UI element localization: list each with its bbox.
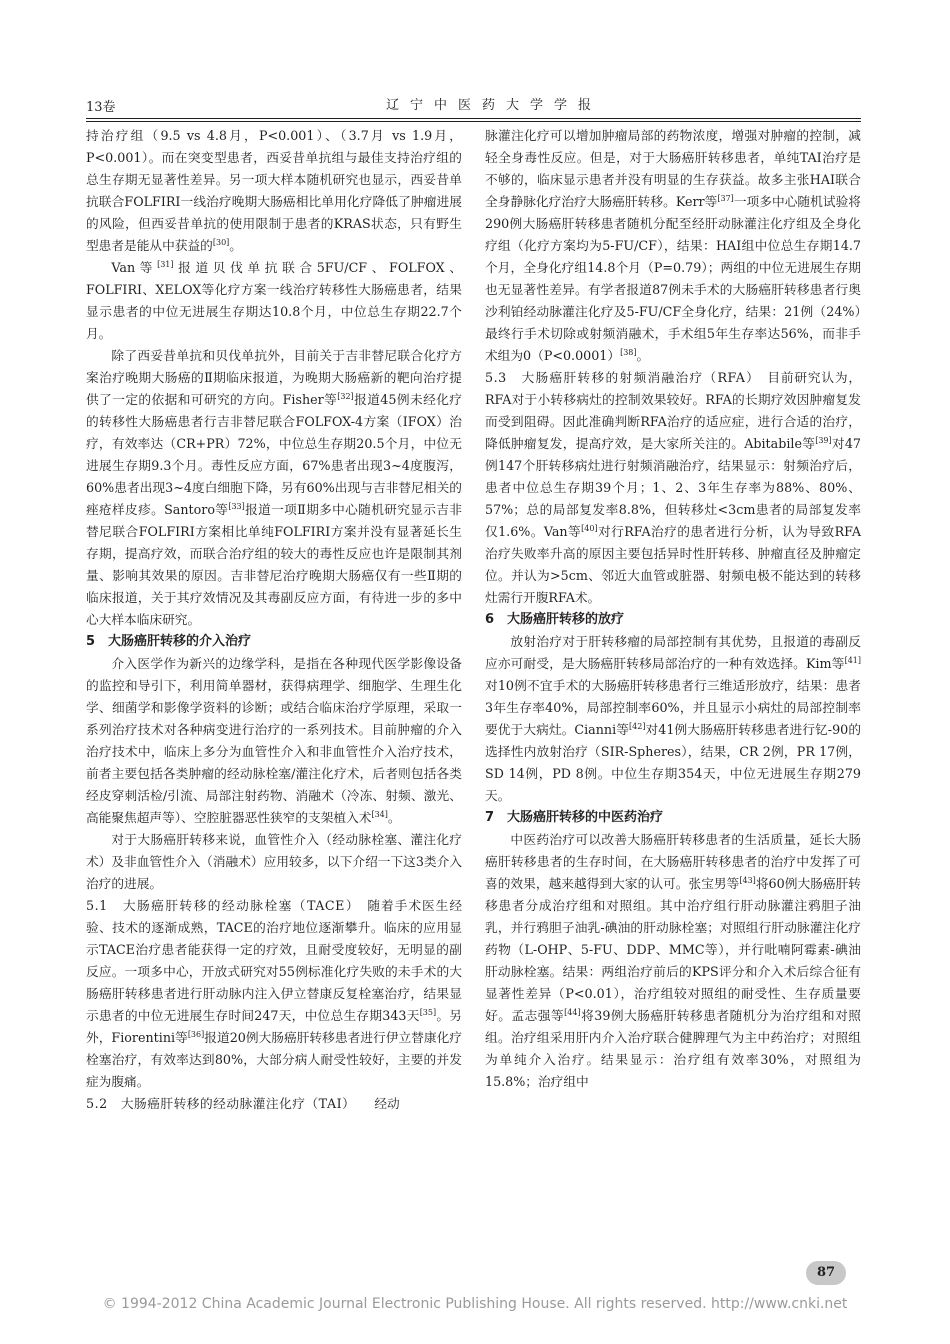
- text-run: 随着手术医生经验、技术的逐渐成熟，TACE的治疗地位逐渐攀升。临床的应用显示TACE治疗患者能获得一定的疗效，且耐受度较好，无明显的副反应。一项多中心，开放式研究对55例标准化疗失败的未手术的大肠癌肝转移患者进行肝动脉内注入伊立替康反复栓塞治疗，结果显示患者的中位无进展生存时间247天，中位总生存期343天: [86, 898, 463, 1023]
- text-run: 目前研究认为，RFA对于小转移病灶的控制效果较好。RFA的长期疗效因肿瘤复发而受到阻碍。因此准确判断RFA治疗的适应症，进行合适的治疗，降低肿瘤复发，提高疗效，是大家所关注的。Abitabile等: [485, 370, 862, 451]
- paragraph: [485, 367, 861, 609]
- text-run: 除了西妥昔单抗和贝伐单抗外，目前关于吉非替尼联合化疗方案治疗晚期大肠癌的Ⅱ期临床报道，为晚期大肠癌新的靶向治疗提供了一定的依据和可研究的方向。Fisher等: [86, 348, 462, 407]
- citation[interactable]: [32]: [337, 391, 354, 401]
- citation[interactable]: [34]: [371, 809, 388, 819]
- paragraph: [86, 829, 462, 895]
- citation[interactable]: [31]: [157, 259, 174, 269]
- text-run: 。: [229, 238, 242, 253]
- paragraph: [86, 895, 462, 1093]
- text-run: 一项多中心随机试验将290例大肠癌肝转移患者随机分配至经肝动脉灌注化疗组及全身化疗组（化疗方案均为5-FU/CF），结果：HAI组中位总生存期14.7个月，全身化疗组14.8个月（P=0.79）；两组的中位无进展生存期也无显著性差异。有学者报道87例未手术的大肠癌肝转移患者行奥沙利铂经动脉灌注化疗及5-FU/CF全身化疗，结果：21例（24%）最终行手术切除或射频消融术，手术组5年生存率达56%，而非手术组为0（P<0.0001）: [485, 194, 861, 363]
- citation[interactable]: [41]: [844, 655, 861, 665]
- subsection-heading: 5.2 大肠癌肝转移的经动脉灌注化疗（TAI）: [86, 1096, 349, 1111]
- subsection-heading: 5.1 大肠癌肝转移的经动脉栓塞（TACE）: [86, 898, 354, 913]
- text-run: 持治疗组（9.5 vs 4.8月，P<0.001）、（3.7月 vs 1.9月，P<0.001）。而在突变型患者，西妥昔单抗组与最佳支持治疗组的总生存期无显著性差异。另一项大样本随机研究也显示，西妥昔单抗联合FOLFIRI一线治疗晚期大肠癌相比单用化疗降低了肿瘤进展的风险，但西妥昔单抗的使用限制于患者的KRAS状态，只有野生型患者是能从中获益的: [86, 128, 462, 253]
- citation[interactable]: [36]: [187, 1029, 205, 1039]
- citation[interactable]: [42]: [629, 721, 646, 731]
- text-run: 对10例不宜手术的大肠癌肝转移患者行三维适形放疗，结果：患者3年生存率40%，局部控制率60%，并且显示小病灶的局部控制率要优于大病灶。Cianni等: [485, 678, 861, 737]
- text-run: 对41例大肠癌肝转移患者进行钇-90的选择性内放射治疗（SIR-Spheres），结果，CR 2例，PR 17例，SD 14例，PD 8例。中位生存期354天，中位无进展生存期279天。: [485, 722, 862, 803]
- citation[interactable]: [40]: [581, 523, 598, 533]
- text-run: 对于大肠癌肝转移来说，血管性介入（经动脉栓塞、灌注化疗术）及非血管性介入（消融术）应用较多，以下介绍一下这3类介入治疗的进展。: [86, 832, 463, 891]
- section-heading: 6 大肠癌肝转移的放疗: [485, 612, 625, 627]
- citation[interactable]: [38]: [620, 347, 637, 357]
- paragraph: [86, 257, 462, 345]
- text-run: 介入医学作为新兴的边缘学科，是指在各种现代医学影像设备的监控和导引下，利用简单器材，获得病理学、细胞学、生理生化学、细菌学和影像学资料的诊断；或结合临床治疗学原理，采取一系列治疗技术对各种病变进行治疗的一系列技术。目前肿瘤的介入治疗技术中，临床上多分为血管性介入和非血管性介入治疗技术，前者主要包括各类肿瘤的经动脉栓塞/灌注化疗术，后者则包括各类经皮穿刺活检/引流、局部注射药物、消融术（冷冻、射频、激光、高能聚焦超声等）、空腔脏器恶性狭窄的支架植入术: [86, 656, 462, 825]
- copyright-footer: © 1994-2012 China Academic Journal Electronic Publishing House. All rights reserved. http://www.cnki.net: [102, 1296, 848, 1312]
- paragraph: [485, 631, 861, 807]
- header-rule-second: [86, 121, 861, 122]
- journal-title: 辽宁中医药大学学报: [386, 98, 603, 113]
- subsection-heading: 5.3 大肠癌肝转移的射频消融治疗（RFA）: [485, 370, 754, 385]
- left-column: [86, 125, 462, 1115]
- citation[interactable]: [44]: [564, 1007, 581, 1017]
- text-run: 将60例大肠癌肝转移患者分成治疗组和对照组。其中治疗组行肝动脉灌注鸦胆子油乳，并行鸦胆子油乳-碘油的肝动脉栓塞；对照组行肝动脉灌注化疗药物（L-OHP、5-FU、DDP、MMC等），并行吡喃阿霉素-碘油肝动脉栓塞。结果：两组治疗前后的KPS评分和介入术后综合征有显著性差异（P<0.01），治疗组较对照组的耐受性、生存质量要好。孟志强等: [485, 876, 861, 1023]
- citation[interactable]: [43]: [739, 875, 756, 885]
- text-run: 报道一项Ⅱ期多中心随机研究显示吉非替尼联合FOLFIRI方案相比单纯FOLFIRI方案并没有显著延长生存期，提高疗效，而联合治疗组的较大的毒性反应也许是限制其剂量、影响其效果的原因。吉非替尼治疗晚期大肠癌仅有一些Ⅱ期的临床报道，关于其疗效情况及其毒副反应方面，有待进一步的多中心大样本临床研究。: [86, 502, 462, 627]
- text-run: Van等: [111, 260, 158, 275]
- text-run: 报道45例未经化疗的转移性大肠癌患者行吉非替尼联合FOLFOX-4方案（IFOX）治疗，有效率达（CR+PR）72%，中位总生存期20.5个月，中位无进展生存期9.3个月。毒性反应方面，67%患者出现3~4度腹泻，60%患者出现3~4度白细胞下降，另有60%出现与吉非替尼相关的痤疮样皮疹。Santoro等: [86, 392, 462, 517]
- text-run: 报道贝伐单抗联合5FU/CF、FOLFOX、FOLFIRI、XELOX等化疗方案一线治疗转移性大肠癌患者，结果显示患者的中位无进展生存期达10.8个月，中位总生存期22.7个月。: [86, 260, 463, 341]
- header-rule: [86, 118, 861, 119]
- text-run: 报道20例大肠癌肝转移患者进行伊立替康化疗栓塞治疗，有效率达到80%，大部分病人耐受性较好，主要的并发症为腹痛。: [86, 1030, 462, 1089]
- citation[interactable]: [37]: [717, 193, 734, 203]
- section-heading: 5 大肠癌肝转移的介入治疗: [86, 634, 252, 649]
- page-number: 87: [806, 1261, 846, 1285]
- paragraph: [86, 1093, 462, 1115]
- running-header: [86, 92, 861, 114]
- citation[interactable]: [33]: [228, 501, 245, 511]
- citation[interactable]: [35]: [419, 1007, 437, 1017]
- paragraph: [86, 125, 462, 257]
- volume-label: 13卷: [86, 100, 116, 115]
- citation[interactable]: [39]: [815, 435, 832, 445]
- text-run: 。: [636, 348, 650, 363]
- text-run: 放射治疗对于肝转移瘤的局部控制有其优势，且报道的毒副反应亦可耐受，是大肠癌肝转移局部治疗的一种有效选择。Kim等: [485, 634, 861, 671]
- text-run: 中医药治疗可以改善大肠癌肝转移患者的生活质量，延长大肠癌肝转移患者的生存时间，在大肠癌肝转移患者的治疗中发挥了可喜的效果，越来越得到大家的认可。张宝男等: [485, 832, 861, 891]
- text-run: 。另外，Fiorentini等: [86, 1008, 462, 1045]
- text-run: 脉灌注化疗可以增加肿瘤局部的药物浓度，增强对肿瘤的控制，减轻全身毒性反应。但是，对于大肠癌肝转移患者，单纯TAI治疗是不够的，临床显示患者并没有明显的生存获益。故多主张HAI联合全身静脉化疗治疗大肠癌肝转移。Kerr等: [485, 128, 861, 209]
- paragraph: [485, 829, 861, 1093]
- text-run: 对47例147个肝转移病灶进行射频消融治疗，结果显示：射频治疗后，患者中位总生存期39个月；1、2、3年生存率为88%、80%、57%；总的局部复发率8.8%，但转移灶<3cm患者的局部复发率仅1.6%。Van等: [485, 436, 862, 539]
- text-run: 。: [387, 810, 401, 825]
- right-column: [485, 125, 861, 1093]
- paragraph: [485, 125, 861, 367]
- paragraph: [86, 653, 462, 829]
- section-heading: 7 大肠癌肝转移的中医药治疗: [485, 810, 664, 825]
- text-run: 对行RFA治疗的患者进行分析，认为导致RFA治疗失败率升高的原因主要包括异时性肝转移、肿瘤直径及肿瘤定位。并认为>5cm、邻近大血管或脏器、射频电极不能达到的转移灶需行开腹RFA术。: [485, 524, 861, 605]
- paragraph: [86, 345, 462, 631]
- citation[interactable]: [30]: [212, 237, 230, 247]
- text-run: 经动: [374, 1096, 400, 1111]
- text-run: 将39例大肠癌肝转移患者随机分为治疗组和对照组。治疗组采用肝内介入治疗联合健脾理气为主中药治疗；对照组为单纯介入治疗。结果显示：治疗组有效率30%，对照组为15.8%；治疗组中: [485, 1008, 861, 1089]
